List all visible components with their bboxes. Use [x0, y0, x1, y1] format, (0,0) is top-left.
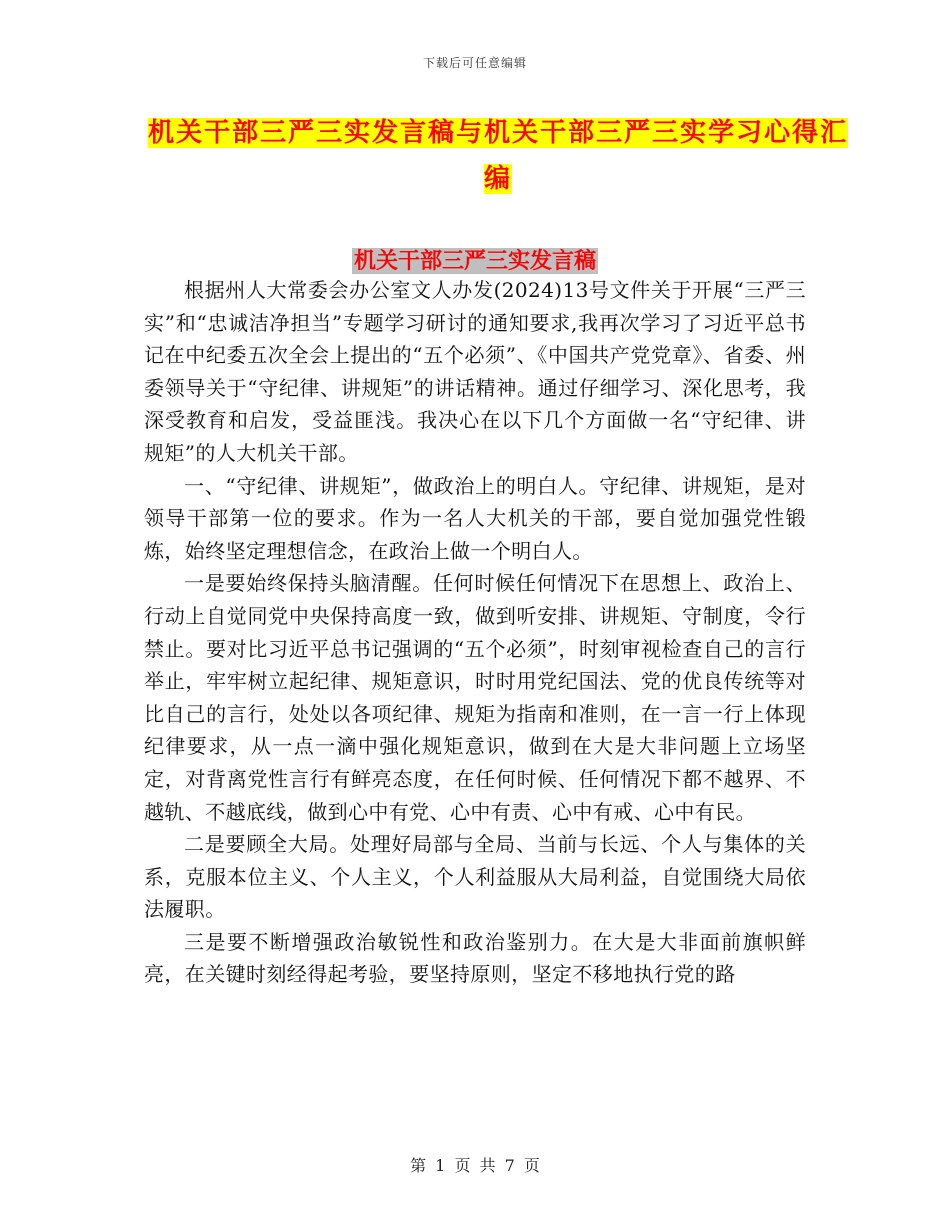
paragraph: 根据州人大常委会办公室文人办发(2024)13号文件关于开展“三严三实”和“忠诚洁净担当”专题学习研讨的通知要求,我再次学习了习近平总书记在中纪委五次全会上提出的“五个必须”、《中国共产党党章》、省委、州委领导关于“守纪律、讲规矩”的讲话精神。通过仔细学习、深化思考，我深受教育和启发，受益匪浅。我决心在以下几个方面做一名“守纪律、讲规矩”的人大机关干部。: [144, 278, 806, 465]
section-title: [0, 246, 950, 276]
section-title-text: 机关干部三严三实发言稿: [353, 248, 596, 274]
paragraph: 三是要不断增强政治敏锐性和政治鉴别力。在大是大非面前旗帜鲜亮，在关键时刻经得起考验，要坚持原则，坚定不移地执行党的路: [144, 929, 806, 987]
document-body: [144, 274, 806, 991]
document-title-text: 机关干部三严三实发言稿与机关干部三严三实学习心得汇编: [147, 118, 848, 194]
paragraph: 一、“守纪律、讲规矩”，做政治上的明白人。守纪律、讲规矩，是对领导干部第一位的要求。作为一名人大机关的干部，要自觉加强党性锻炼，始终坚定理想信念，在政治上做一个明白人。: [144, 473, 806, 563]
paragraph: 一是要始终保持头脑清醒。任何时候任何情况下在思想上、政治上、行动上自觉同党中央保持高度一致，做到听安排、讲规矩、守制度，令行禁止。要对比习近平总书记强调的“五个必须”，时刻审视检查自己的言行举止，牢牢树立起纪律、规矩意识，时时用党纪国法、党的优良传统等对比自己的言行，处处以各项纪律、规矩为指南和准则，在一言一行上体现纪律要求，从一点一滴中强化规矩意识，做到在大是大非问题上立场坚定，对背离党性言行有鲜亮态度，在任何时候、任何情况下都不越界、不越轨、不越底线，做到心中有党、心中有责、心中有戒、心中有民。: [144, 571, 806, 824]
header-note: 下载后可任意编辑: [422, 56, 527, 70]
document-title: [140, 110, 856, 202]
page-number-footer: 第 1 页 共 7 页: [410, 1156, 540, 1175]
paragraph: 二是要顾全大局。处理好局部与全局、当前与长远、个人与集体的关系，克服本位主义、个人主义，个人利益服从大局利益，自觉围绕大局依法履职。: [144, 832, 806, 922]
